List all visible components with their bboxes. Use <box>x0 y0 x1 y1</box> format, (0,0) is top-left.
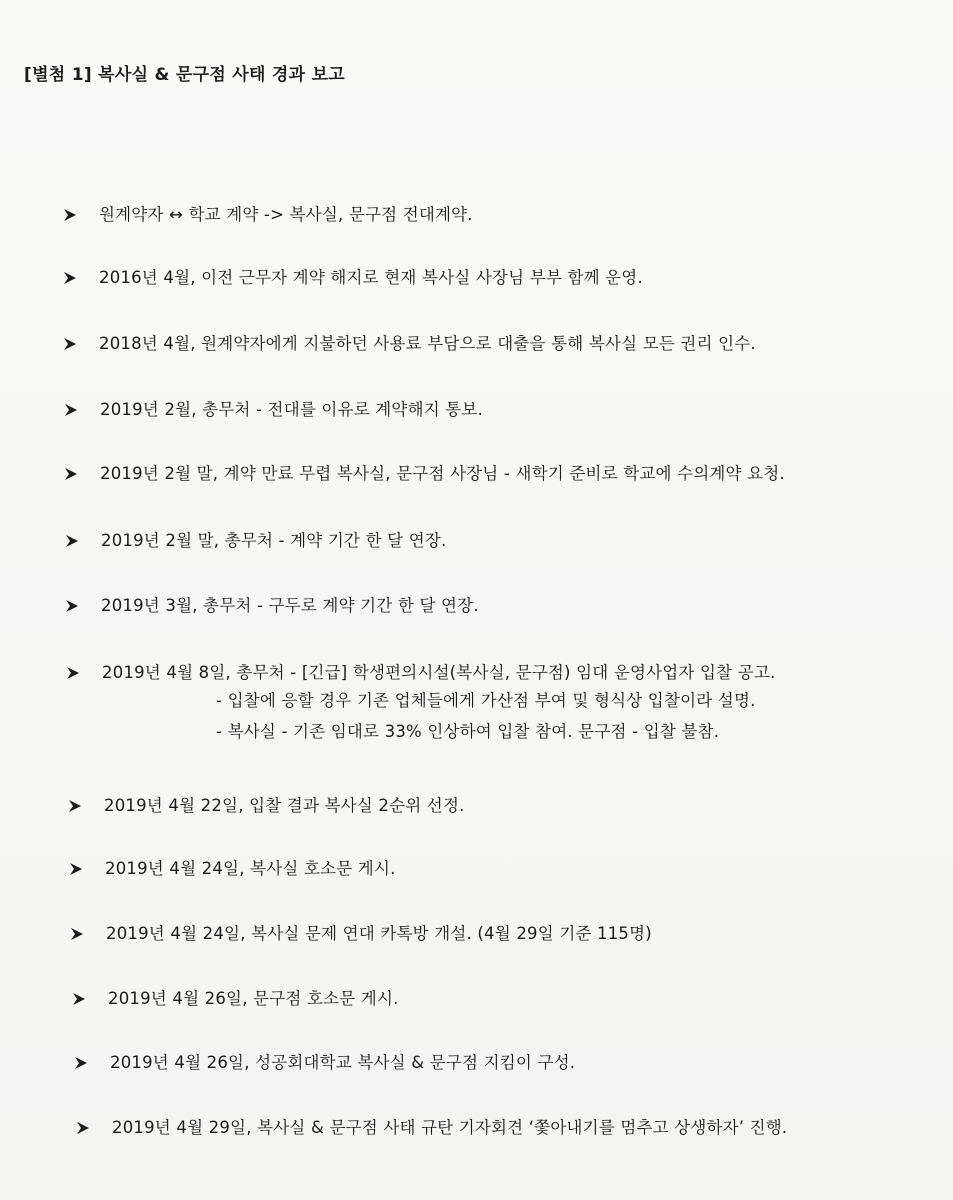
list-item-text: 2019년 4월 8일, 총무처 - [긴급] 학생편의시설(복사실, 문구점) 임대 운영사업자 입찰 공고. <box>102 663 776 682</box>
list-item-text: 2018년 4월, 원계약자에게 지불하던 사용료 부담으로 대출을 통해 복사실 모든 권리 인수. <box>99 334 756 353</box>
list-item <box>99 333 756 355</box>
list-subitem: - 복사실 - 기존 임대로 33% 인상하여 입찰 참여. 문구점 - 입찰 불참. <box>216 722 720 741</box>
arrowhead-bullet-icon <box>64 467 78 481</box>
list-item <box>110 1052 575 1074</box>
list-subitem: - 입찰에 응할 경우 기존 업체들에게 가산점 부여 및 형식상 입찰이라 설명. <box>216 691 756 710</box>
list-item-text: 2019년 4월 22일, 입찰 결과 복사실 2순위 선정. <box>104 796 465 815</box>
arrowhead-bullet-icon <box>76 1121 90 1135</box>
list-item <box>105 858 396 880</box>
list-item <box>101 595 479 617</box>
arrowhead-bullet-icon <box>66 666 80 680</box>
list-item <box>100 399 483 421</box>
document-title: [별첨 1] 복사실 & 문구점 사태 경과 보고 <box>24 65 346 85</box>
list-item-text: 2019년 4월 26일, 성공회대학교 복사실 & 문구점 지킴이 구성. <box>110 1053 576 1072</box>
list-item <box>101 530 446 552</box>
arrowhead-bullet-icon <box>74 1056 88 1070</box>
list-item-text: 2019년 4월 26일, 문구점 호소문 게시. <box>108 989 399 1008</box>
list-item-text: 2016년 4월, 이전 근무자 계약 해지로 현재 복사실 사장님 부부 함께 운영. <box>99 268 643 287</box>
arrowhead-bullet-icon <box>65 534 79 548</box>
arrowhead-bullet-icon <box>64 403 78 417</box>
list-item-text: 2019년 2월, 총무처 - 전대를 이유로 계약해지 통보. <box>100 400 484 419</box>
arrowhead-bullet-icon <box>63 271 77 285</box>
list-item-text: 2019년 3월, 총무처 - 구두로 계약 기간 한 달 연장. <box>101 596 479 615</box>
list-item-text: 2019년 4월 29일, 복사실 & 문구점 사태 규탄 기자회견 ‘쫓아내기를 멈추고 상생하자’ 진행. <box>112 1118 788 1137</box>
arrowhead-bullet-icon <box>72 992 86 1006</box>
list-item-text: 2019년 4월 24일, 복사실 문제 연대 카톡방 개설. (4월 29일 기준 115명) <box>106 924 652 943</box>
list-item <box>106 923 652 945</box>
list-item <box>104 795 465 817</box>
list-item <box>108 988 399 1010</box>
list-item <box>99 204 473 226</box>
list-item <box>100 463 785 485</box>
list-item <box>112 1117 787 1139</box>
list-item-text: 2019년 2월 말, 총무처 - 계약 기간 한 달 연장. <box>101 531 447 550</box>
arrowhead-bullet-icon <box>65 599 79 613</box>
arrowhead-bullet-icon <box>63 337 77 351</box>
arrowhead-bullet-icon <box>63 208 77 222</box>
arrowhead-bullet-icon <box>69 862 83 876</box>
arrowhead-bullet-icon <box>68 799 82 813</box>
list-item-text: 2019년 4월 24일, 복사실 호소문 게시. <box>105 859 396 878</box>
list-item <box>102 662 775 684</box>
list-item-text: 2019년 2월 말, 계약 만료 무렵 복사실, 문구점 사장님 - 새학기 준비로 학교에 수의계약 요청. <box>100 464 785 483</box>
arrowhead-bullet-icon <box>70 927 84 941</box>
list-item <box>99 267 643 289</box>
list-item-text: 원계약자 ↔ 학교 계약 -> 복사실, 문구점 전대계약. <box>99 205 473 224</box>
